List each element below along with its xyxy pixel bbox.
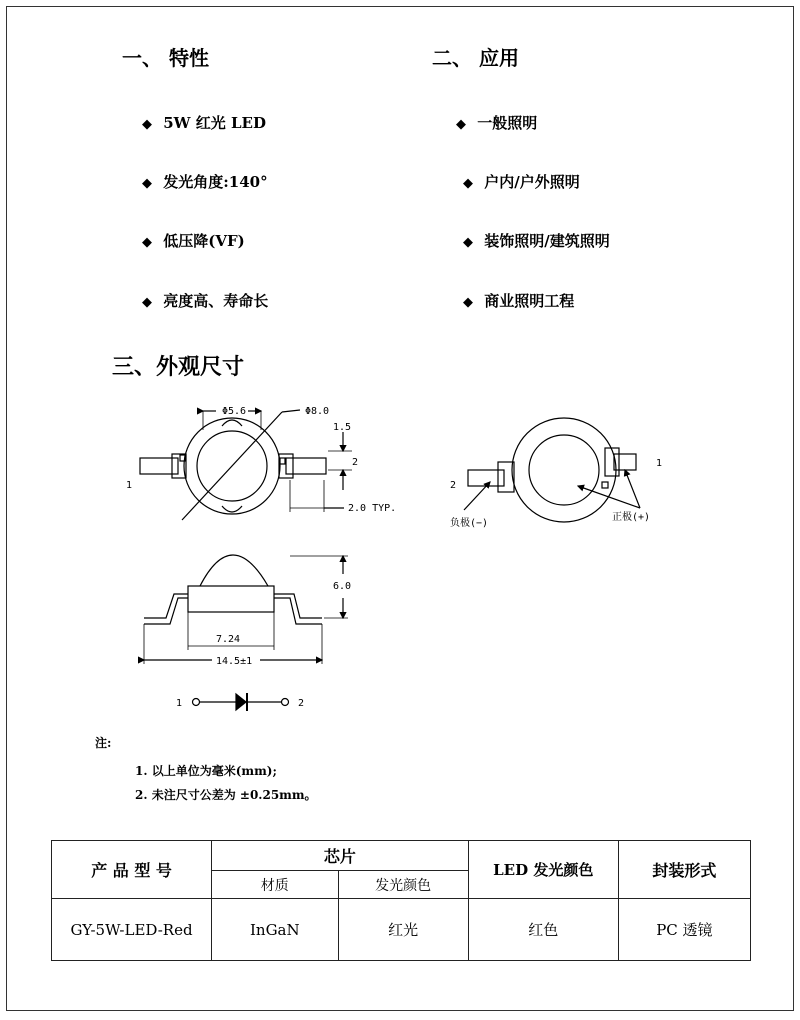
symbol-pin2-label: 2: [298, 698, 305, 709]
back-pin1-label: 1: [656, 458, 663, 469]
back-view: [464, 418, 640, 522]
cell-model: GY-5W-LED-Red: [52, 899, 212, 961]
header-chip: 芯片: [212, 841, 469, 871]
feature-item: ◆ 亮度高、寿命长: [142, 292, 269, 310]
bullet-diamond-icon: ◆: [142, 176, 152, 191]
application-item: ◆ 商业照明工程: [463, 292, 575, 310]
dim-1-5: 1.5: [333, 422, 352, 433]
feature-item: ◆ 5W 红光 LED: [142, 114, 266, 132]
bullet-diamond-icon: ◆: [142, 117, 152, 132]
diode-symbol: [193, 693, 289, 711]
cell-chip-color: 红光: [338, 899, 468, 961]
dim-7-24: 7.24: [216, 634, 241, 645]
header-material: 材质: [212, 871, 338, 899]
bullet-diamond-icon: ◆: [463, 176, 473, 191]
bullet-diamond-icon: ◆: [463, 235, 473, 250]
application-item: ◆ 一般照明: [456, 114, 538, 132]
symbol-pin1-label: 1: [176, 698, 183, 709]
front-pin2-label: 2: [352, 457, 359, 468]
cell-package: PC 透镜: [618, 899, 750, 961]
feature-item: ◆ 发光角度:140°: [142, 173, 268, 191]
application-item: ◆ 装饰照明/建筑照明: [463, 232, 610, 250]
notes-title: 注:: [95, 736, 112, 750]
spec-table: [51, 840, 751, 961]
bullet-diamond-icon: ◆: [456, 117, 466, 132]
cell-led-color: 红色: [468, 899, 618, 961]
front-view: [140, 410, 352, 520]
header-package: 封装形式: [618, 841, 750, 899]
header-model: 产 品 型 号: [52, 841, 212, 899]
note-item: 1. 以上单位为毫米(mm);: [135, 764, 277, 778]
back-pin2-label: 2: [450, 480, 457, 491]
features-heading: 一、 特性: [122, 46, 209, 70]
header-led-color: LED 发光颜色: [468, 841, 618, 899]
dim-6-0: 6.0: [333, 581, 352, 592]
dim-phi-8-0: Φ8.0: [305, 406, 330, 417]
application-item: ◆ 户内/户外照明: [463, 173, 580, 191]
side-view: [144, 555, 348, 664]
dim-2-0-typ: 2.0 TYP.: [348, 503, 397, 514]
feature-item: ◆ 低压降(VF): [142, 232, 245, 250]
dim-14-5: 14.5±1: [216, 656, 253, 667]
note-item: 2. 未注尺寸公差为 ±0.25mm。: [135, 788, 317, 802]
cell-material: InGaN: [212, 899, 338, 961]
dimensions-heading: 三、外观尺寸: [112, 354, 245, 380]
applications-heading: 二、 应用: [432, 46, 519, 70]
negative-label: 负极(−): [450, 518, 489, 529]
bullet-diamond-icon: ◆: [142, 235, 152, 250]
bullet-diamond-icon: ◆: [463, 295, 473, 310]
header-chip-color: 发光颜色: [338, 871, 468, 899]
bullet-diamond-icon: ◆: [142, 295, 152, 310]
positive-label: 正极(+): [612, 512, 651, 523]
dim-phi-5-6: Φ5.6: [222, 406, 247, 417]
front-pin1-label: 1: [126, 480, 133, 491]
